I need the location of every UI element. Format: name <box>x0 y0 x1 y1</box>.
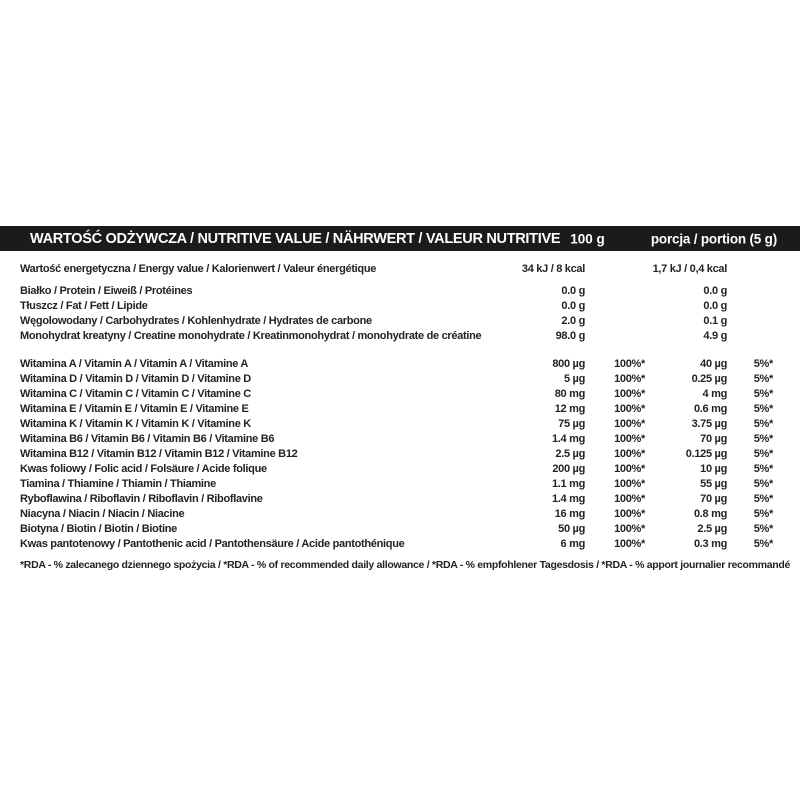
value-per-100g: 12 mg <box>554 403 585 415</box>
rda-per-portion: 5%* <box>753 388 773 400</box>
rda-per-portion: 5%* <box>753 433 773 445</box>
value-per-portion: 2.5 µg <box>697 523 727 535</box>
rda-per-portion: 5%* <box>753 523 773 535</box>
value-per-100g: 6 mg <box>560 538 585 550</box>
value-per-portion: 3.75 µg <box>691 418 727 430</box>
value-per-100g: 200 µg <box>552 463 585 475</box>
rda-per-100g: 100%* <box>614 418 645 430</box>
rda-per-100g <box>585 329 645 344</box>
value-per-portion: 0.1 g <box>703 315 727 327</box>
rda-per-100g <box>585 299 645 314</box>
table-row-energy <box>0 262 800 277</box>
rda-per-portion <box>727 284 773 299</box>
vitamin-rows <box>0 357 800 552</box>
rda-per-100g: 100%* <box>614 358 645 370</box>
value-per-100g: 5 µg <box>563 373 585 385</box>
value-per-100g: 1.4 mg <box>551 433 585 445</box>
row-label: Monohydrat kreatyny / Creatine monohydrate / Kreatinmonohydrat / monohydrate de créatine <box>20 330 482 342</box>
rda-per-portion: 5%* <box>753 478 773 490</box>
table-row-protein <box>0 284 800 299</box>
value-per-portion: 55 µg <box>700 478 727 490</box>
value-per-portion: 70 µg <box>700 433 727 445</box>
table-row-carbohydrates <box>0 314 800 329</box>
rda-per-100g: 100%* <box>614 403 645 415</box>
rda-per-100g <box>585 262 645 277</box>
value-per-100g: 75 µg <box>558 418 585 430</box>
table-header-bar <box>0 226 800 251</box>
value-per-portion: 4 mg <box>702 388 727 400</box>
value-per-100g: 1.4 mg <box>551 493 585 505</box>
row-label: Witamina C / Vitamin C / Vitamin C / Vitamine C <box>20 388 251 400</box>
rda-per-portion: 5%* <box>753 493 773 505</box>
row-label: Tiamina / Thiamine / Thiamin / Thiamine <box>20 478 216 490</box>
table-row-vitamin-c <box>0 387 800 402</box>
rda-per-portion: 5%* <box>753 538 773 550</box>
rda-per-portion: 5%* <box>753 373 773 385</box>
table-row-vitamin-k <box>0 417 800 432</box>
rda-per-100g: 100%* <box>614 523 645 535</box>
row-label: Witamina B12 / Vitamin B12 / Vitamin B12 / Vitamine B12 <box>20 448 298 460</box>
rda-per-100g: 100%* <box>614 388 645 400</box>
row-label: Niacyna / Niacin / Niacin / Niacine <box>20 508 185 520</box>
value-per-100g: 1.1 mg <box>551 478 585 490</box>
value-per-portion: 1,7 kJ / 0,4 kcal <box>652 263 727 275</box>
row-label: Biotyna / Biotin / Biotin / Biotine <box>20 523 177 535</box>
rda-per-100g: 100%* <box>614 373 645 385</box>
value-per-100g: 98.0 g <box>555 330 585 342</box>
table-title: WARTOŚĆ ODŻYWCZA / NUTRITIVE VALUE / NÄHRWERT / VALEUR NUTRITIVE <box>30 230 561 247</box>
rda-per-100g <box>585 314 645 329</box>
rda-per-portion: 5%* <box>753 463 773 475</box>
rda-per-100g: 100%* <box>614 493 645 505</box>
table-row-vitamin-e <box>0 402 800 417</box>
rda-per-portion <box>727 262 773 277</box>
value-per-100g: 34 kJ / 8 kcal <box>521 263 585 275</box>
rda-per-portion: 5%* <box>753 358 773 370</box>
rda-per-100g: 100%* <box>614 433 645 445</box>
value-per-portion: 4.9 g <box>703 330 727 342</box>
table-row-vitamin-a <box>0 357 800 372</box>
table-row-vitamin-b6 <box>0 432 800 447</box>
table-row-niacin <box>0 507 800 522</box>
value-per-portion: 40 µg <box>700 358 727 370</box>
row-label: Tłuszcz / Fat / Fett / Lipide <box>20 300 148 312</box>
value-per-portion: 0.6 mg <box>693 403 727 415</box>
rda-per-100g: 100%* <box>614 478 645 490</box>
table-row-vitamin-b12 <box>0 447 800 462</box>
rda-per-portion <box>727 314 773 329</box>
row-label: Wartość energetyczna / Energy value / Kalorienwert / Valeur énergétique <box>20 263 377 275</box>
value-per-100g: 80 mg <box>554 388 585 400</box>
value-per-portion: 0.8 mg <box>693 508 727 520</box>
value-per-100g: 800 µg <box>552 358 585 370</box>
rda-per-100g: 100%* <box>614 448 645 460</box>
row-label: Witamina A / Vitamin A / Vitamin A / Vitamine A <box>20 358 249 370</box>
rda-per-100g: 100%* <box>614 508 645 520</box>
rda-per-portion <box>727 299 773 314</box>
rda-per-100g: 100%* <box>614 538 645 550</box>
table-row-vitamin-d <box>0 372 800 387</box>
value-per-portion: 0.0 g <box>703 300 727 312</box>
column-header-portion: porcja / portion (5 g) <box>650 231 777 246</box>
value-per-100g: 0.0 g <box>561 285 585 297</box>
row-label: Węgolowodany / Carbohydrates / Kohlenhydrate / Hydrates de carbone <box>20 315 372 327</box>
rda-per-portion: 5%* <box>753 418 773 430</box>
value-per-portion: 0.0 g <box>703 285 727 297</box>
row-label: Kwas pantotenowy / Pantothenic acid / Pantothensäure / Acide pantothénique <box>20 538 405 550</box>
table-row-fat <box>0 299 800 314</box>
rda-per-portion: 5%* <box>753 508 773 520</box>
rda-per-portion <box>727 329 773 344</box>
value-per-portion: 0.3 mg <box>693 538 727 550</box>
table-row-pantothenic-acid <box>0 537 800 552</box>
rda-per-100g <box>585 284 645 299</box>
row-label: Witamina D / Vitamin D / Vitamin D / Vitamine D <box>20 373 251 385</box>
row-label: Witamina E / Vitamin E / Vitamin E / Vitamine E <box>20 403 249 415</box>
row-label: Witamina B6 / Vitamin B6 / Vitamin B6 / Vitamine B6 <box>20 433 275 445</box>
value-per-100g: 2.5 µg <box>555 448 585 460</box>
rda-per-100g: 100%* <box>614 463 645 475</box>
table-row-creatine-monohydrate <box>0 329 800 344</box>
nutrition-table <box>0 226 800 571</box>
value-per-100g: 2.0 g <box>561 315 585 327</box>
value-per-100g: 16 mg <box>554 508 585 520</box>
row-label: Witamina K / Vitamin K / Vitamin K / Vitamine K <box>20 418 251 430</box>
value-per-100g: 50 µg <box>558 523 585 535</box>
row-label: Białko / Protein / Eiweiß / Protéines <box>20 285 193 297</box>
macro-rows <box>0 284 800 344</box>
value-per-portion: 10 µg <box>700 463 727 475</box>
rda-per-portion: 5%* <box>753 403 773 415</box>
value-per-100g: 0.0 g <box>561 300 585 312</box>
row-label: Ryboflawina / Riboflavin / Riboflavin / Riboflavine <box>20 493 263 505</box>
row-label: Kwas foliowy / Folic acid / Folsäure / Acide folique <box>20 463 267 475</box>
value-per-portion: 70 µg <box>700 493 727 505</box>
table-row-biotin <box>0 522 800 537</box>
column-header-100g: 100 g <box>570 231 605 246</box>
table-row-thiamine <box>0 477 800 492</box>
table-row-riboflavin <box>0 492 800 507</box>
value-per-portion: 0.25 µg <box>691 373 727 385</box>
rda-footnote: *RDA - % zalecanego dziennego spożycia / *RDA - % of recommended daily allowance / *RDA - % empfohlener Tagesdosis / *RDA - % apport journalier recommandé <box>20 559 791 571</box>
rda-per-portion: 5%* <box>753 448 773 460</box>
value-per-portion: 0.125 µg <box>685 448 727 460</box>
table-row-folic-acid <box>0 462 800 477</box>
